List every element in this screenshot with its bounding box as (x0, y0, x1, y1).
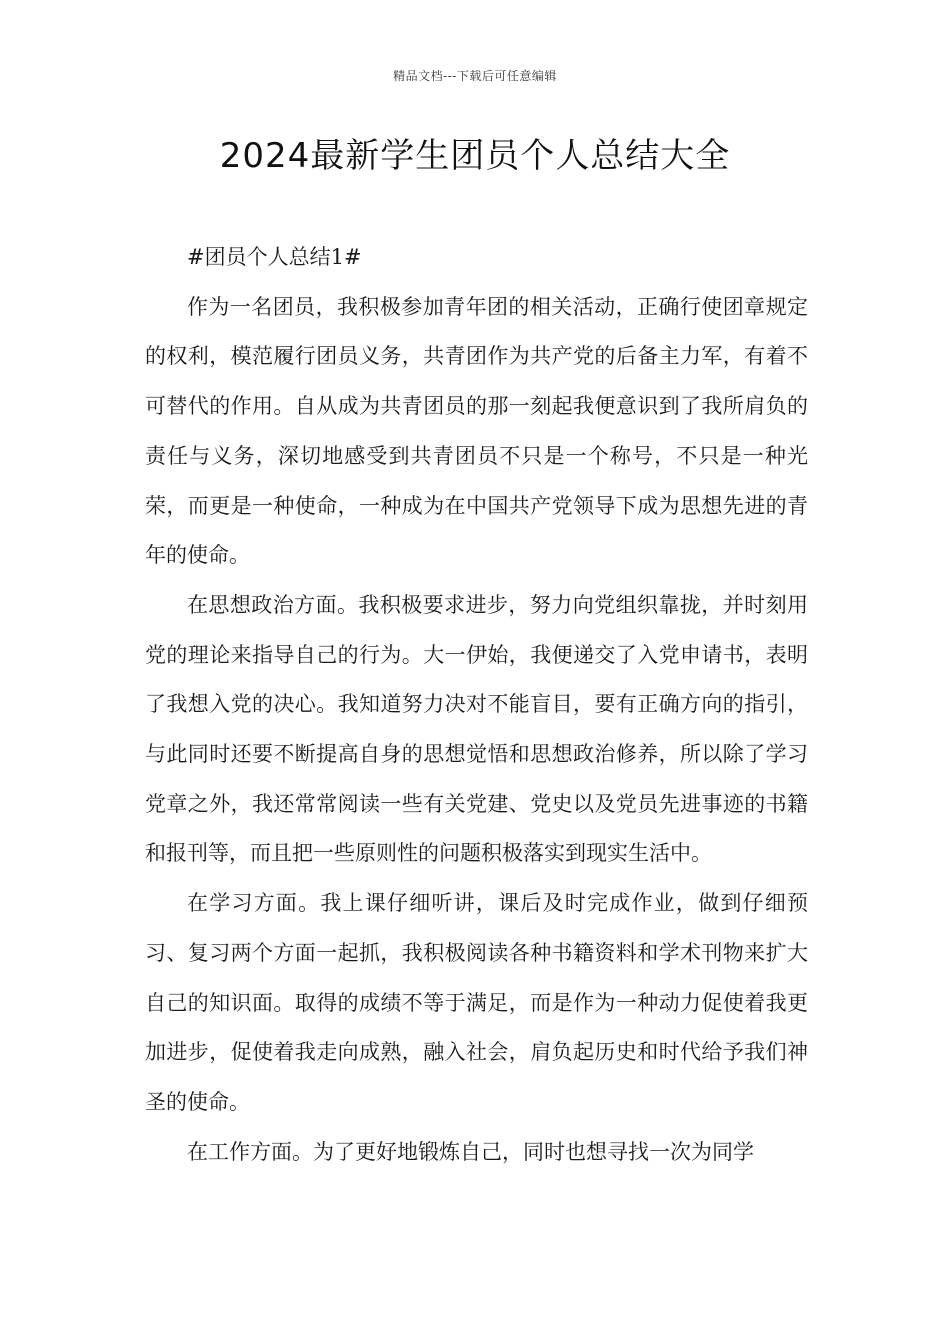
document-body (145, 233, 808, 1177)
document-title: 2024最新学生团员个人总结大全 (219, 136, 731, 176)
header-note: 精品文档---下载后可任意编辑 (393, 69, 557, 83)
paragraph: 在工作方面。为了更好地锻炼自己，同时也想寻找一次为同学 (187, 1139, 754, 1164)
paragraph: 作为一名团员，我积极参加青年团的相关活动，正确行使团章规定的权利，模范履行团员义务，共青团作为共产党的后备主力军，有着不可替代的作用。自从成为共青团员的那一刻起我便意识到了我所肩负的责任与义务，深切地感受到共青团员不只是一个称号，不只是一种光荣，而更是一种使命，一种成为在中国共产党领导下成为思想先进的青年的使命。 (145, 294, 808, 568)
paragraph-heading: #团员个人总结1# (187, 245, 362, 269)
paragraph: 在学习方面。我上课仔细听讲，课后及时完成作业，做到仔细预习、复习两个方面一起抓，我积极阅读各种书籍资料和学术刊物来扩大自己的知识面。取得的成绩不等于满足，而是作为一种动力促使着我更加进步，促使着我走向成熟，融入社会，肩负起历史和时代给予我们神圣的使命。 (145, 891, 808, 1114)
paragraph: 在思想政治方面。我积极要求进步，努力向党组织靠拢，并时刻用党的理论来指导自己的行为。大一伊始，我便递交了入党申请书，表明了我想入党的决心。我知道努力决对不能盲目，要有正确方向的指引，与此同时还要不断提高自身的思想觉悟和思想政治修养，所以除了学习党章之外，我还常常阅读一些有关党建、党史以及党员先进事迹的书籍和报刊等，而且把一些原则性的问题积极落实到现实生活中。 (145, 592, 808, 866)
